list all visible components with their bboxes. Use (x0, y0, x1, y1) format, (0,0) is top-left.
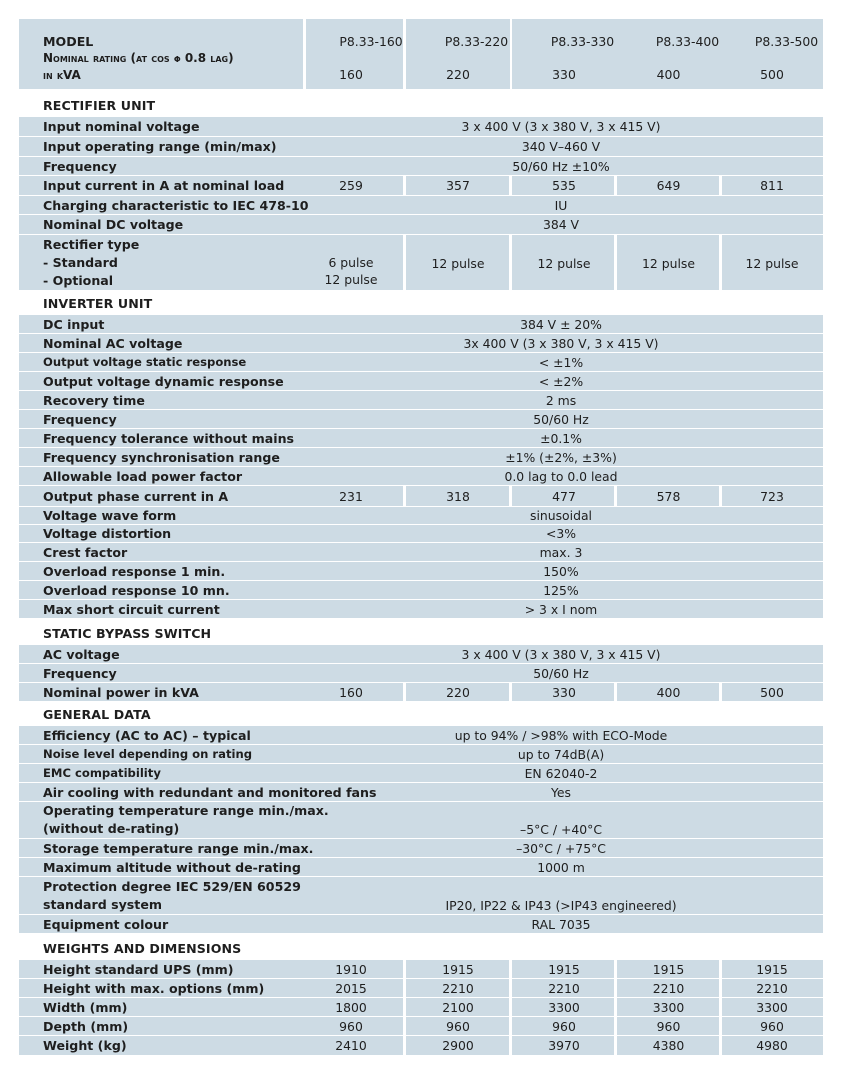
row-value: EN 62040-2 (524, 765, 598, 781)
row-value: 3 x 400 V (3 x 380 V, 3 x 415 V) (461, 119, 661, 134)
row-value: Yes (550, 784, 571, 800)
row-value: 960 (656, 1018, 681, 1034)
spec-row (19, 214, 823, 234)
row-value: –30°C / +75°C (516, 840, 606, 856)
row-value: 2210 (548, 980, 580, 996)
row-label-line: - Standard (43, 254, 118, 270)
row-label: Recovery time (43, 392, 145, 408)
row-label: Noise level depending on rating (43, 747, 253, 761)
row-value: 1915 (652, 961, 685, 977)
row-label (43, 802, 329, 838)
row-label-line: Protection degree IEC 529/EN 60529 (43, 878, 301, 894)
spec-row (19, 136, 823, 156)
row-value: 2100 (442, 999, 474, 1015)
row-value: up to 94% / >98% with ECO-Mode (454, 727, 668, 743)
section-title: INVERTER UNIT (43, 296, 153, 311)
row-label: Equipment colour (43, 916, 169, 932)
row-label: Input operating range (min/max) (43, 139, 277, 154)
row-label-line: Rectifier type (43, 236, 140, 252)
row-label: Maximum altitude without de-rating (43, 859, 301, 875)
spec-row (19, 914, 823, 933)
row-value: 1000 m (537, 859, 585, 875)
row-label-line: - Optional (43, 272, 114, 288)
model-label: MODEL (43, 34, 94, 49)
row-value: 384 V (542, 217, 580, 232)
section-title: WEIGHTS AND DIMENSIONS (43, 941, 242, 956)
row-label-line: Operating temperature range min./max. (43, 803, 329, 818)
model-name: P8.33-400 (655, 34, 720, 49)
row-value: 2210 (442, 980, 474, 996)
model-name: P8.33-500 (754, 34, 819, 49)
spec-row (19, 645, 823, 663)
row-label: Overload response 1 min. (43, 563, 226, 579)
rating-line-2: in kVA (43, 68, 81, 82)
spec-row (19, 726, 823, 744)
spec-row (19, 371, 823, 390)
row-value: up to 74dB(A) (517, 746, 605, 762)
row-value: < ±1% (538, 354, 584, 370)
model-header (19, 19, 823, 89)
spec-row (19, 447, 823, 466)
row-value: 2410 (335, 1038, 367, 1053)
section-rectifier (19, 89, 823, 117)
row-value: 960 (339, 1018, 363, 1034)
spec-row (19, 801, 823, 838)
row-value: 12 pulse (431, 256, 485, 271)
row-value: 12 pulse (642, 256, 695, 271)
row-value: 384 V ± 20% (520, 316, 602, 332)
row-value: 12 pulse (537, 256, 591, 271)
row-value: 3300 (652, 999, 685, 1015)
spec-row (19, 352, 823, 371)
row-value: 3300 (548, 999, 580, 1015)
spec-row (19, 838, 823, 857)
section-bypass (19, 618, 823, 645)
spec-row (19, 663, 823, 682)
row-label: Efficiency (AC to AC) – typical (43, 727, 251, 743)
row-label: Output voltage static response (43, 355, 247, 369)
spec-row (19, 175, 823, 195)
row-value: < ±2% (538, 373, 584, 389)
model-rating: 160 (339, 67, 363, 82)
spec-row (19, 315, 823, 333)
spec-row (19, 390, 823, 409)
row-label: Crest factor (43, 544, 128, 560)
model-rating: 220 (446, 67, 470, 82)
row-value (299, 235, 403, 290)
row-value: 477 (552, 488, 576, 504)
row-value: 1915 (756, 961, 788, 977)
row-value: 578 (656, 488, 681, 504)
row-value: IP20, IP22 & IP43 (>IP43 engineered) (445, 898, 677, 913)
row-value: 1915 (442, 961, 474, 977)
row-value: 4980 (756, 1038, 788, 1053)
row-label: DC input (43, 316, 105, 332)
spec-row (19, 333, 823, 352)
row-value: sinusoidal (530, 508, 592, 523)
row-value: 50/60 Hz (533, 411, 589, 427)
row-value: 231 (339, 488, 363, 504)
section-general (19, 701, 823, 726)
spec-row (19, 876, 823, 914)
row-label: EMC compatibility (43, 766, 161, 780)
row-value: <3% (545, 526, 577, 541)
spec-row (19, 599, 823, 618)
row-label: Nominal power in kVA (43, 684, 199, 700)
row-value-line: 12 pulse (324, 272, 378, 287)
row-value: RAL 7035 (531, 916, 591, 932)
row-value: max. 3 (539, 544, 583, 560)
row-label: Output voltage dynamic response (43, 373, 284, 389)
row-value: 259 (339, 178, 363, 193)
row-label-line: standard system (43, 896, 162, 912)
row-value: 960 (552, 1018, 576, 1034)
row-value: 2900 (442, 1038, 474, 1053)
row-label: Frequency (43, 411, 117, 427)
spec-row (19, 466, 823, 485)
row-value: 220 (446, 684, 470, 700)
row-value: 3 x 400 V (3 x 380 V, 3 x 415 V) (461, 646, 661, 662)
row-label: Input current in A at nominal load (43, 178, 285, 193)
row-value: 649 (656, 178, 681, 193)
model-name: P8.33-160 (339, 34, 403, 49)
model-name: P8.33-330 (550, 34, 615, 49)
row-value: 3970 (548, 1038, 580, 1053)
spec-row (19, 997, 823, 1016)
spec-row (19, 542, 823, 561)
row-label: Output phase current in A (43, 488, 229, 504)
row-value: 2210 (756, 980, 788, 996)
spec-row (19, 506, 823, 524)
row-value: 50/60 Hz (533, 665, 589, 681)
spec-row (19, 1016, 823, 1035)
section-inverter (19, 290, 823, 315)
row-value: 500 (760, 684, 784, 700)
row-label: Air cooling with redundant and monitored fans (43, 784, 377, 800)
row-label: Nominal AC voltage (43, 335, 183, 351)
row-value: ±1% (±2%, ±3%) (505, 449, 617, 465)
row-value: 318 (446, 488, 470, 504)
row-value: 811 (760, 178, 784, 193)
row-label: AC voltage (43, 646, 120, 662)
section-title: RECTIFIER UNIT (43, 98, 156, 113)
row-value: 0.0 lag to 0.0 lead (504, 468, 618, 484)
row-value: 125% (543, 582, 579, 598)
spec-row (19, 744, 823, 763)
row-value: 3300 (756, 999, 788, 1015)
row-value: 150% (543, 563, 579, 579)
row-label: Overload response 10 mn. (43, 582, 230, 598)
spec-row (19, 682, 823, 701)
row-label: Height with max. options (mm) (43, 980, 265, 996)
model-rating: 400 (656, 67, 681, 82)
row-value: 357 (446, 178, 470, 193)
row-value: 3x 400 V (3 x 380 V, 3 x 415 V) (463, 335, 659, 351)
row-value: 4380 (652, 1038, 685, 1053)
row-value: > 3 x I nom (524, 601, 598, 617)
spec-row (19, 857, 823, 876)
row-value: 50/60 Hz ±10% (512, 158, 610, 174)
row-value: 340 V–460 V (521, 139, 601, 154)
row-label: Voltage distortion (43, 526, 172, 541)
row-value: 1915 (548, 961, 580, 977)
row-label-line: (without de-rating) (43, 821, 180, 836)
row-label: Frequency synchronisation range (43, 449, 280, 465)
row-label: Allowable load power factor (43, 468, 243, 484)
spec-row (19, 978, 823, 997)
row-label: Nominal DC voltage (43, 217, 184, 232)
spec-row (19, 580, 823, 599)
spec-row (19, 485, 823, 506)
section-title: STATIC BYPASS SWITCH (43, 626, 212, 641)
row-value: 723 (760, 488, 784, 504)
row-label: Height standard UPS (mm) (43, 961, 234, 977)
row-label: Storage temperature range min./max. (43, 840, 314, 856)
model-rating: 330 (552, 67, 576, 82)
row-label: Width (mm) (43, 999, 128, 1015)
row-value: 535 (552, 178, 576, 193)
spec-row (19, 561, 823, 580)
row-label: Frequency (43, 158, 117, 174)
row-value: 12 pulse (745, 256, 799, 271)
spec-row (19, 156, 823, 175)
spec-row (19, 782, 823, 801)
row-label: Input nominal voltage (43, 119, 200, 134)
model-rating: 500 (760, 67, 784, 82)
row-label: Max short circuit current (43, 601, 220, 617)
row-label: Weight (kg) (43, 1038, 127, 1053)
row-label: Voltage wave form (43, 508, 177, 523)
spec-row (19, 428, 823, 447)
row-value: 2015 (335, 980, 367, 996)
rating-line-1: Nominal rating (at cos φ 0.8 lag) (43, 51, 234, 65)
row-value: –5°C / +40°C (520, 822, 602, 837)
spec-row (19, 1035, 823, 1055)
row-value-line: 6 pulse (328, 255, 374, 270)
row-label: Charging characteristic to IEC 478-10 (43, 197, 309, 213)
row-label: Frequency tolerance without mains (43, 430, 295, 446)
row-label (43, 877, 301, 914)
row-value: 2 ms (545, 392, 577, 408)
row-value: 160 (339, 684, 363, 700)
spec-row (19, 409, 823, 428)
row-value: 960 (760, 1018, 784, 1034)
row-value: IU (554, 197, 568, 213)
spec-row (19, 524, 823, 542)
row-value: 330 (552, 684, 576, 700)
row-value: 2210 (652, 980, 685, 996)
spec-row (19, 195, 823, 214)
row-value: 1910 (335, 961, 367, 977)
row-value: 400 (656, 684, 681, 700)
model-name: P8.33-220 (444, 34, 509, 49)
spec-row (19, 960, 823, 978)
spec-sheet (19, 19, 823, 1055)
row-value: 1800 (335, 999, 367, 1015)
row-value: 960 (446, 1018, 470, 1034)
section-title: GENERAL DATA (43, 707, 151, 722)
row-value: ±0.1% (540, 430, 582, 446)
row-label (43, 235, 139, 290)
rating-label (43, 50, 234, 84)
spec-row (19, 763, 823, 782)
row-label: Frequency (43, 665, 117, 681)
row-label: Depth (mm) (43, 1018, 129, 1034)
spec-row (19, 117, 823, 136)
section-weights (19, 933, 823, 960)
spec-row-rectifier-type (19, 234, 823, 290)
